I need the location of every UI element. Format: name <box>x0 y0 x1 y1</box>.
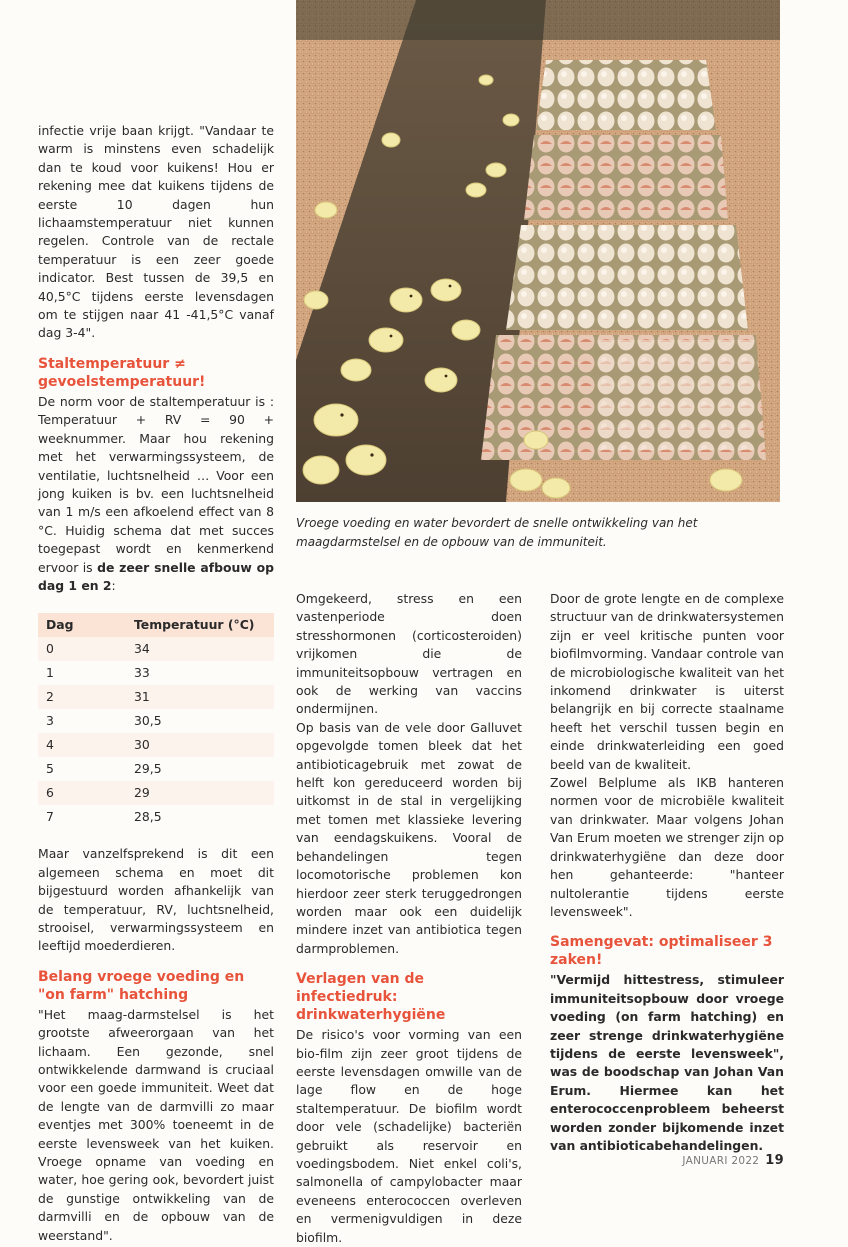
heading-staltemperatuur: Staltemperatuur ≠ gevoelstemperatuur! <box>38 355 206 390</box>
page-number: 19 <box>765 1153 784 1168</box>
mid-paragraph-1: Omgekeerd, stress en een vastenperiode doen stresshormonen (corticosteroiden) vrijkomen die de immuniteitsopbouw vertragen en ook de werking van vaccins ondermijnen. <box>296 591 522 717</box>
right-paragraph-1: Door de grote lengte en de complexe structuur van de drinkwatersystemen zijn er veel kritische punten voor biofilmvorming. Vandaar controle van de microbiologische kwaliteit van het inkomend drinkwater is uiterst belangrijk en bij correcte staalname heeft het verschil tussen begin en einde drinkwaterleiding een goed beeld van de kwaliteit. <box>550 591 784 772</box>
heading-vroege-voeding: Belang vroege voeding en "on farm" hatching <box>38 968 245 1003</box>
table-header-temperatuur: Temperatuur (°C) <box>126 613 274 637</box>
left-paragraph-1: infectie vrije baan krijgt. "Vandaar te warm is minstens even schadelijk dan te koud voor kuikens! Hou er rekening mee dat kuikens tijdens de eerste 10 dagen hun lichaamstemperatuur niet kunnen regelen. Controle van de rectale temperatuur is een zeer goede indicator. Best tussen de 39,5 en 40,5°C tijdens eerste levensdagen om te stijgen naar 41 -41,5°C vanaf dag 3-4". <box>38 123 274 341</box>
table-row: 4 30 <box>38 733 274 757</box>
mid-paragraph-2: Op basis van de vele door Galluvet opgevolgde tomen bleek dat het antibioticagebruik met zowat de helft kon gereduceerd worden bij uitkomst in de stal in vergelijking met tomen met klassieke levering van eendagskuikens. Vooral de behandelingen tegen locomotorische problemen kon hierdoor zeer sterk teruggedrongen worden maar ook een duidelijk mindere inzet van antibiotica tegen darmproblemen. <box>296 719 522 956</box>
right-paragraph-summary: "Vermijd hittestress, stimuleer immuniteitsopbouw door vroege voeding (on farm hatching) en zeer strenge drinkwaterhygiëne tijdens de eerste levensweek", was de boodschap van Johan Van Erum. Hiermee kan het enterococcenprobleem beheerst worden zonder bijkomende inzet van antibioticabehandelingen. <box>550 972 784 1153</box>
emphasis-afbouw: de zeer snelle afbouw op dag 1 en 2 <box>38 559 274 593</box>
table-row: 6 29 <box>38 781 274 805</box>
table-header-dag: Dag <box>38 613 126 637</box>
photo-illustration <box>296 0 780 502</box>
left-paragraph-2: De norm voor de staltemperatuur is : Temperatuur + RV = 90 + weeknummer. Maar hou rekening met het verwarmingssysteem, de ventilatie, luchtsnelheid … Voor een jong kuiken is bv. een luchtsnelheid van 1 m/s een afkoelend effect van 8 °C. Huidig schema dat met succes toegepast wordt en kenmerkend ervoor is de zeer snelle afbouw op dag 1 en 2: <box>38 393 274 593</box>
mid-paragraph-3: De risico's voor vorming van een bio-film zijn zeer groot tijdens de eerste levensdagen omwille van de lage flow en de hoge staltemperatuur. De biofilm wordt door vele (schadelijke) bacteriën gebruikt als reservoir en voedingsbodem. Niet enkel coli's, salmonella of campylobacter maar eveneens enterococcen overleven en vermenigvuldigen in deze biofilm. <box>296 1027 522 1245</box>
table-row: 1 33 <box>38 661 274 685</box>
photo-caption: Vroege voeding en water bevordert de snelle ontwikkeling van het maagdarmstelsel en de opbouw van de immuniteit. <box>296 516 698 549</box>
table-row: 7 28,5 <box>38 805 274 829</box>
left-column <box>38 122 274 1245</box>
footer-issue-date: JANUARI 2022 <box>682 1155 760 1167</box>
table-row: 3 30,5 <box>38 709 274 733</box>
temperature-table <box>38 613 274 829</box>
page-footer <box>682 1153 784 1168</box>
chicks-hatching-photo <box>296 0 780 502</box>
table-row: 0 34 <box>38 637 274 661</box>
heading-samengevat: Samengevat: optimaliseer 3 zaken! <box>550 934 773 969</box>
heading-infectiedruk: Verlagen van de infectiedruk: drinkwaterhygiëne <box>296 971 446 1024</box>
right-paragraph-2: Zowel Belplume als IKB hanteren normen voor de microbiële kwaliteit van drinkwater. Maar volgens Johan Van Erum moeten we strenger zijn op drinkwaterhygiëne dan deze door hen gehanteerde: "hanteer nultolerantie tijdens eerste levensweek". <box>550 775 784 919</box>
middle-column <box>296 590 522 1247</box>
table-row: 5 29,5 <box>38 757 274 781</box>
table-row: 2 31 <box>38 685 274 709</box>
left-paragraph-3: Maar vanzelfsprekend is dit een algemeen schema en moet dit bijgestuurd worden afhankelijk van de temperatuur, RV, luchtsnelheid, strooisel, verwarmingssysteem en leeftijd moederdieren. <box>38 846 274 954</box>
left-paragraph-4: "Het maag-darmstelsel is het grootste afweerorgaan van het lichaam. Een gezonde, snel ontwikkelende darmwand is cruciaal voor een goede immuniteit. Weet dat de lengte van de darmvilli zo maar eventjes met 300% toeneemt in de eerste levensweek van het kuiken. Vroege opname van voeding en water, hoe gering ook, bevordert juist de gunstige ontwikkeling van de darmvilli en de opbouw van de weerstand". <box>38 1006 274 1243</box>
right-column <box>550 590 784 1155</box>
